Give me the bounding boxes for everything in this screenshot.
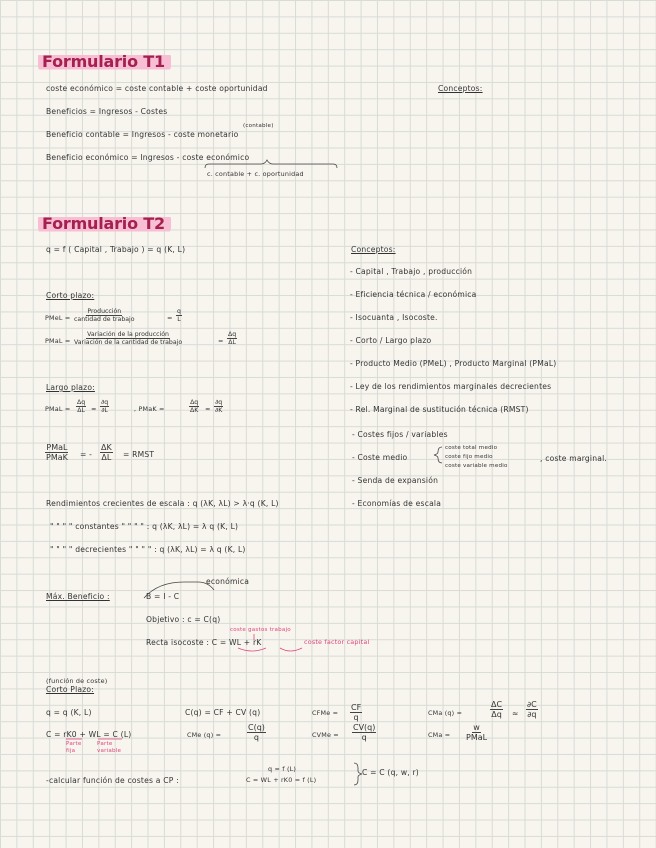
lp-pq2: ∂q bbox=[215, 399, 223, 406]
lp-pq: ∂q bbox=[101, 399, 109, 406]
cma-num: ΔC bbox=[491, 700, 503, 709]
concept-item: - Ley de los rendimientos marginales decrecientes bbox=[350, 382, 552, 391]
funcion-coste-title: (función de coste) bbox=[46, 677, 108, 685]
cma-den2: ∂q bbox=[527, 710, 537, 719]
cma2-label: CMa = bbox=[428, 731, 451, 739]
pma-den: Variación de la cantidad de trabajo bbox=[74, 339, 183, 346]
parte-fija-note: Parte fija bbox=[66, 741, 82, 754]
pme-num: Producción bbox=[87, 308, 122, 315]
concept-item: - Senda de expansión bbox=[352, 476, 439, 485]
conceptos-label-t2: Conceptos: bbox=[351, 245, 396, 254]
lp-approx-2: ≈ bbox=[205, 405, 211, 413]
rendimientos-line: " " " " decrecientes " " " " : q (λK, λL) = λ q (K, L) bbox=[50, 545, 246, 554]
concept-item: - Costes fijos / variables bbox=[352, 430, 448, 439]
lp-pl: ∂L bbox=[101, 407, 108, 414]
conceptos-label-t1: Conceptos: bbox=[438, 84, 483, 93]
brace-label: c. contable + c. oportunidad bbox=[207, 170, 304, 178]
lp-pmak-label: , PMaK = bbox=[134, 405, 165, 413]
cme-den: q bbox=[253, 733, 259, 742]
concept-item: - Rel. Marginal de sustitución técnica (RMST) bbox=[350, 405, 529, 414]
max-beneficio-eq: B = I - C bbox=[146, 592, 180, 601]
cvme-label: CVMe = bbox=[312, 731, 339, 739]
lp-dk: ΔK bbox=[190, 407, 199, 414]
cfme-label: CFMe = bbox=[312, 709, 339, 717]
max-note: económica bbox=[206, 577, 250, 586]
lp-approx: ≈ bbox=[91, 405, 97, 413]
capital-underline bbox=[280, 648, 302, 651]
parte-variable-note: Parte variable bbox=[97, 741, 122, 754]
c-eq: C = rK0 + WL = C (L) bbox=[46, 730, 132, 739]
coste-marginal: , coste marginal. bbox=[540, 454, 608, 463]
calcular-label: -calcular función de costes a CP : bbox=[46, 776, 179, 785]
pma-dl: ΔL bbox=[228, 339, 236, 346]
lp-dq: Δq bbox=[77, 399, 86, 406]
recta-isocoste: Recta isocoste : C = WL + rK bbox=[146, 638, 262, 647]
concept-item: - Producto Medio (PMeL) , Producto Marginal (PMaL) bbox=[350, 359, 557, 368]
pma-label: PMaL = bbox=[45, 337, 71, 345]
coste-medio-brace bbox=[434, 447, 442, 463]
pma-dq: Δq bbox=[228, 331, 237, 338]
cvme-den: q bbox=[361, 733, 367, 742]
pme-label: PMeL = bbox=[45, 314, 71, 322]
rmst-end: = RMST bbox=[123, 450, 155, 459]
max-beneficio-label: Máx. Beneficio : bbox=[46, 592, 110, 601]
concept-item: - Capital , Trabajo , producción bbox=[350, 267, 473, 276]
section-title-t2: Formulario T2 bbox=[38, 213, 171, 234]
beneficio-arch bbox=[144, 582, 214, 598]
pme-eq: = bbox=[167, 314, 173, 322]
system-brace bbox=[354, 763, 362, 785]
cma-label: CMa (q) = bbox=[428, 709, 463, 717]
pma-eq: = bbox=[218, 337, 224, 345]
objetivo: Objetivo : c = C(q) bbox=[146, 615, 221, 624]
cma-num2: ∂C bbox=[527, 700, 537, 709]
pme-l: L bbox=[177, 316, 181, 323]
cme-label: CMe (q) = bbox=[187, 731, 222, 739]
concept-item: - Isocuanta , Isocoste. bbox=[350, 313, 438, 322]
recta-note-capital: coste factor capital bbox=[304, 638, 370, 646]
rmst-den: PMaK bbox=[46, 453, 68, 462]
lp-pk: ∂K bbox=[215, 407, 223, 414]
cma-den: Δq bbox=[491, 710, 502, 719]
coste-medio-item: coste variable medio bbox=[445, 463, 508, 469]
calc-result: C = C (q, w, r) bbox=[362, 768, 419, 777]
concept-item: - Economías de escala bbox=[352, 499, 442, 508]
corto-plazo-heading: Corto plazo: bbox=[46, 291, 95, 300]
coste-medio-item: coste total medio bbox=[445, 445, 498, 451]
concept-item: - Coste medio bbox=[352, 453, 408, 462]
lp-pmal-label: PMaL = bbox=[45, 405, 71, 413]
pme-q: q bbox=[177, 308, 181, 315]
cfme-den: q bbox=[353, 713, 359, 722]
lp-dl: ΔL bbox=[77, 407, 85, 414]
cme-num: C(q) bbox=[248, 723, 265, 732]
cq-eq: C(q) = CF + CV (q) bbox=[185, 708, 261, 717]
concept-item: - Eficiencia técnica / económica bbox=[350, 290, 477, 299]
largo-plazo-heading: Largo plazo: bbox=[46, 383, 95, 392]
q-eq: q = q (K, L) bbox=[46, 708, 92, 717]
rendimientos-line: Rendimientos crecientes de escala : q (λK, λL) > λ·q (K, L) bbox=[46, 499, 279, 508]
rmst-num: PMaL bbox=[46, 443, 68, 452]
brace-underline bbox=[205, 160, 337, 168]
formula-line: coste económico = coste contable + coste oportunidad bbox=[46, 84, 268, 93]
cfme-num: CF bbox=[351, 703, 362, 712]
trabajo-underline bbox=[238, 648, 266, 651]
cma2-num: w bbox=[473, 723, 480, 732]
pma-num: Variación de la producción bbox=[87, 331, 169, 338]
rmst-eq: = - bbox=[80, 450, 93, 459]
section-title-t1: Formulario T1 bbox=[38, 51, 171, 72]
production-function: q = f ( Capital , Trabajo ) = q (K, L) bbox=[46, 245, 186, 254]
rendimientos-line: " " " " constantes " " " " : q (λK, λL) = λ q (K, L) bbox=[50, 522, 239, 531]
concept-item: - Corto / Largo plazo bbox=[350, 336, 432, 345]
lp-dq2: Δq bbox=[190, 399, 199, 406]
calc-system-1: q = f (L) bbox=[268, 765, 297, 773]
formula-note: (contable) bbox=[243, 123, 274, 129]
calc-system-2: C = WL + rK0 = f (L) bbox=[246, 776, 317, 784]
cma-approx: ≈ bbox=[512, 709, 519, 718]
rmst-dk: ΔK bbox=[101, 443, 112, 452]
pme-den: cantidad de trabajo bbox=[74, 316, 135, 323]
cma2-den: PMaL bbox=[466, 733, 488, 742]
rmst-dl: ΔL bbox=[101, 453, 112, 462]
formula-line: Beneficio económico = Ingresos - coste económico bbox=[46, 153, 250, 162]
cvme-num: CV(q) bbox=[353, 723, 376, 732]
recta-note-trabajo: coste gastos trabajo bbox=[230, 627, 291, 633]
formula-line: Beneficios = Ingresos - Costes bbox=[46, 107, 168, 116]
coste-medio-item: coste fijo medio bbox=[445, 454, 493, 460]
formula-line: Beneficio contable = Ingresos - coste monetario bbox=[46, 130, 239, 139]
corto-plazo-costes-heading: Corto Plazo: bbox=[46, 685, 95, 694]
